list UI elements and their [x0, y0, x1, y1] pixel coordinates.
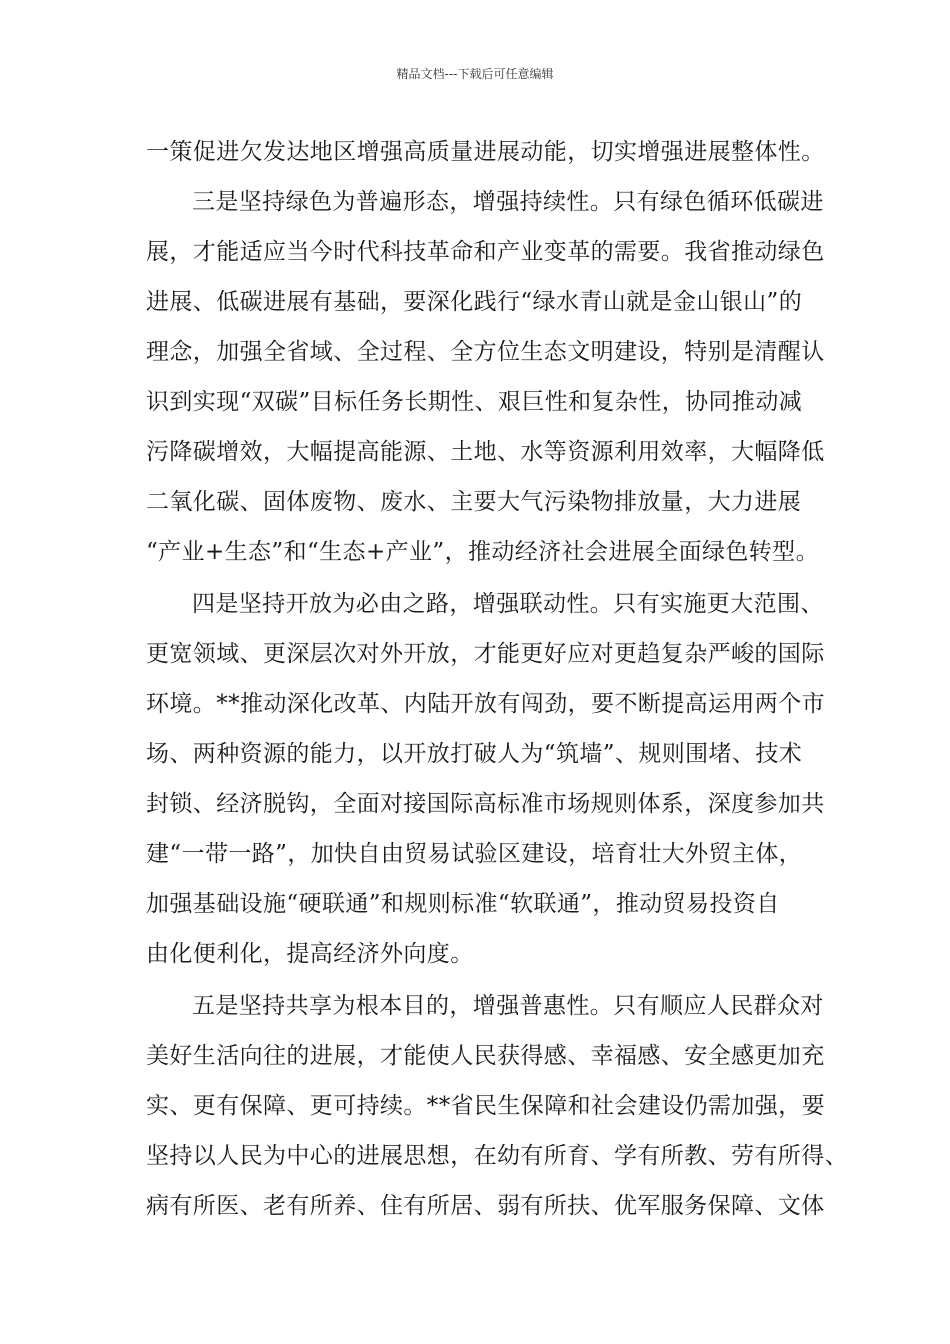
paragraph-start-line: 五是坚持共享为根本目的，增强普惠性。只有顺应人民群众对 [192, 993, 824, 1019]
text-line: 更宽领域、更深层次对外开放，才能更好应对更趋复杂严峻的国际 [146, 641, 825, 667]
text-line: 由化便利化，提高经济外向度。 [146, 941, 474, 967]
text-line: 二氧化碳、固体废物、废水、主要大气污染物排放量，大力进展 [146, 489, 802, 515]
text-line: 坚持以人民为中心的进展思想，在幼有所育、学有所教、劳有所得、 [146, 1143, 848, 1169]
text-line: 环境。**推动深化改革、内陆开放有闯劲，要不断提高运用两个市 [146, 691, 825, 717]
text-line: 识到实现“双碳”目标任务长期性、艰巨性和复杂性，协同推动减 [146, 389, 803, 415]
text-line: 加强基础设施“硬联通”和规则标准“软联通”，推动贸易投资自 [146, 891, 780, 917]
page-header: 精品文档---下载后可任意编辑 [396, 67, 554, 81]
paragraph-start-line: 四是坚持开放为必由之路，增强联动性。只有实施更大范围、 [192, 591, 824, 617]
text-line: 美好生活向往的进展，才能使人民获得感、幸福感、安全感更加充 [146, 1043, 825, 1069]
text-line: 实、更有保障、更可持续。**省民生保障和社会建设仍需加强，要 [146, 1093, 825, 1119]
text-line: 建“一带一路”，加快自由贸易试验区建设，培育壮大外贸主体， [146, 841, 803, 867]
text-line: 展，才能适应当今时代科技革命和产业变革的需要。我省推动绿色 [146, 239, 825, 265]
text-line: 理念，加强全省域、全过程、全方位生态文明建设，特别是清醒认 [146, 339, 825, 365]
paragraph-start-line: 三是坚持绿色为普遍形态，增强持续性。只有绿色循环低碳进 [192, 189, 824, 215]
text-line: 封锁、经济脱钩，全面对接国际高标准市场规则体系，深度参加共 [146, 791, 825, 817]
text-line: 污降碳增效，大幅提高能源、土地、水等资源利用效率，大幅降低 [146, 439, 825, 465]
text-line: 进展、低碳进展有基础，要深化践行“绿水青山就是金山银山”的 [146, 289, 803, 315]
text-line: 场、两种资源的能力，以开放打破人为“筑墙”、规则围堵、技术 [146, 741, 803, 767]
document-body [146, 127, 848, 1231]
text-line: “产业+生态”和“生态+产业”，推动经济社会进展全面绿色转型。 [146, 539, 819, 565]
text-line: 一策促进欠发达地区增强高质量进展动能，切实增强进展整体性。 [146, 139, 825, 165]
text-line: 病有所医、老有所养、住有所居、弱有所扶、优军服务保障、文体 [146, 1193, 825, 1219]
